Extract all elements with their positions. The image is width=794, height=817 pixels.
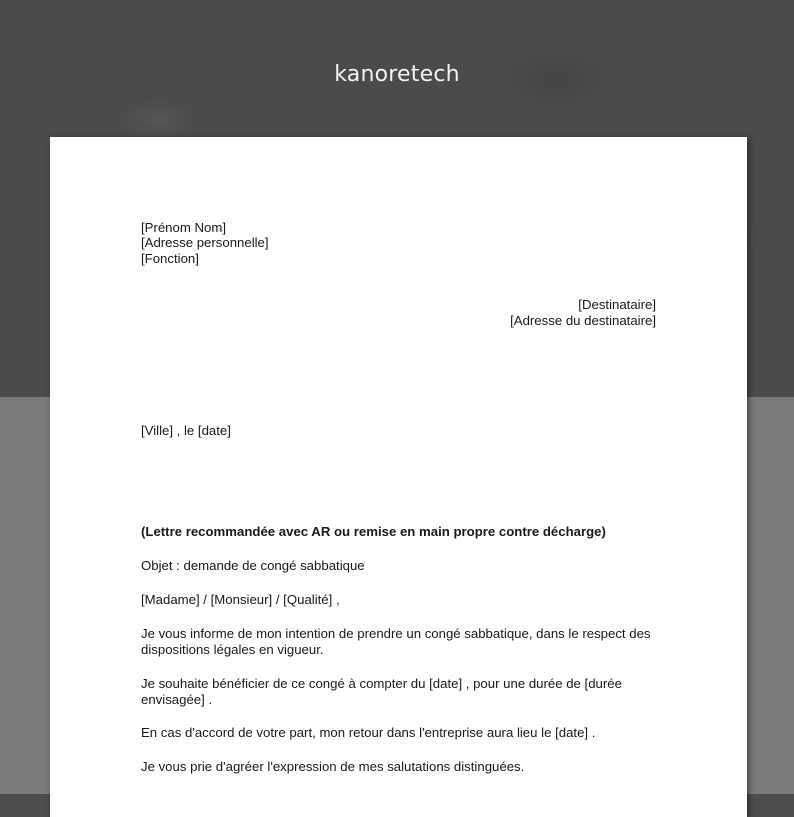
paragraph-start-date: Je souhaite bénéficier de ce congé à compter du [date] , pour une durée de [durée envisagée] .: [141, 676, 622, 707]
delivery-note: (Lettre recommandée avec AR ou remise en main propre contre décharge): [141, 524, 606, 539]
subject-line: Objet : demande de congé sabbatique: [141, 558, 365, 573]
paragraph-intent: Je vous informe de mon intention de prendre un congé sabbatique, dans le respect des dispositions légales en vigueur.: [141, 626, 651, 657]
place-date: [Ville] , le [date]: [141, 423, 231, 438]
paragraph-closing: Je vous prie d'agréer l'expression de mes salutations distinguées.: [141, 759, 525, 774]
sender-address: [Adresse personnelle]: [141, 235, 269, 250]
recipient-name: [Destinataire]: [578, 297, 656, 312]
salutation: [Madame] / [Monsieur] / [Qualité] ,: [141, 592, 340, 607]
paragraph-return-date: En cas d'accord de votre part, mon retour dans l'entreprise aura lieu le [date] .: [141, 725, 596, 740]
sender-function: [Fonction]: [141, 251, 199, 266]
brand-title: kanoretech: [334, 62, 460, 87]
letter-page: [50, 137, 747, 817]
recipient-address: [Adresse du destinataire]: [510, 313, 656, 328]
sender-name: [Prénom Nom]: [141, 220, 227, 235]
